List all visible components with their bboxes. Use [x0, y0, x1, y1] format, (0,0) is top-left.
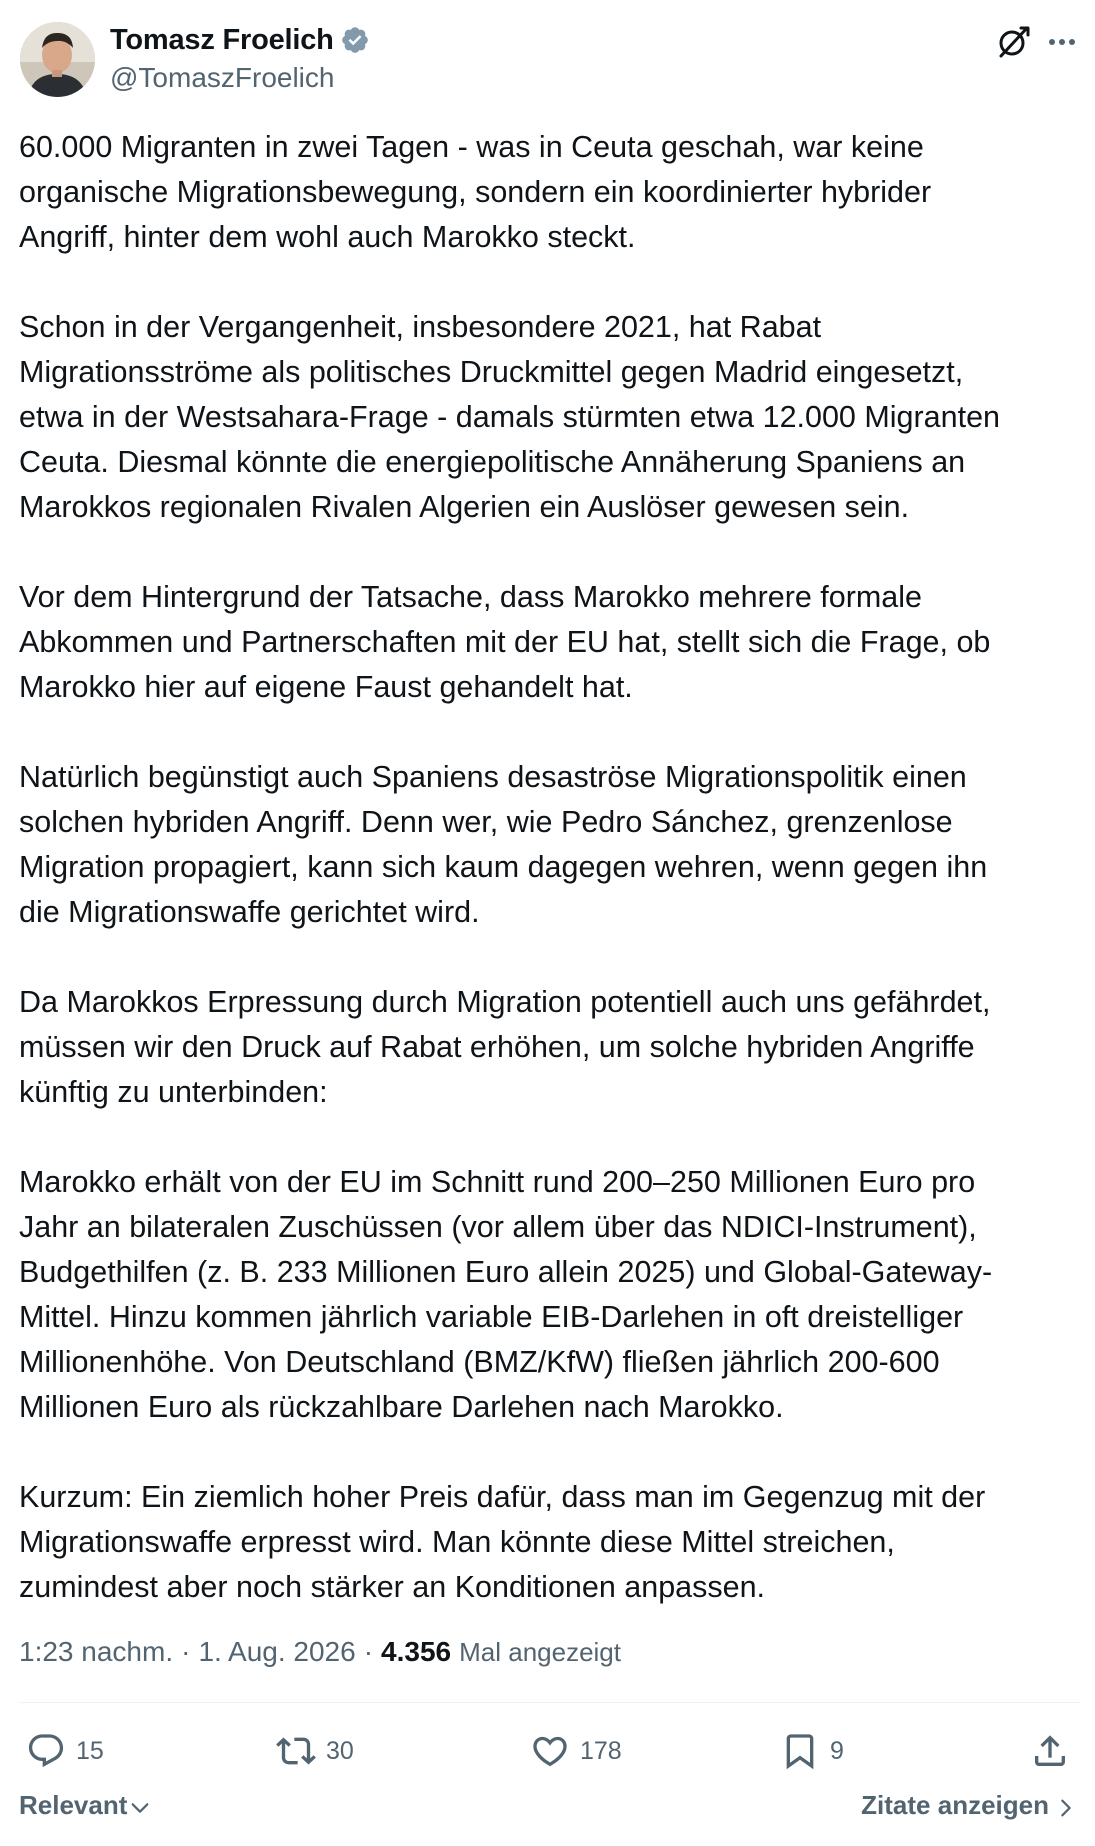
- tweet-date[interactable]: 1. Aug. 2026: [198, 1636, 356, 1667]
- more-icon[interactable]: [1045, 26, 1079, 60]
- tweet-time[interactable]: 1:23 nachm.: [19, 1636, 174, 1667]
- verified-badge-icon: [340, 25, 370, 55]
- tweet-paragraph: 60.000 Migranten in zwei Tagen - was in Ceuta geschah, war keine organische Migrationsbewegung, sondern ein koordinierter hybrider Angriff, hinter dem wohl auch Marokko steckt.: [19, 130, 932, 254]
- display-name-row: [110, 22, 370, 58]
- tweet-paragraph: Marokko erhält von der EU im Schnitt rund 200–250 Millionen Euro pro Jahr an bilateralen Zuschüssen (vor allem über das NDICI-Instrument), Budgethilfen (z. B. 233 Millionen Euro allein 2025) und Global-Gateway- Mittel. Hinzu kommen jährlich variable EIB-Darlehen in oft dreistelliger Millionenhöhe. Von Deutschland (BMZ/KfW) fließen jährlich 200-600 Millionen Euro als rückzahlbare Darlehen nach Marokko.: [19, 1165, 993, 1424]
- heart-icon: [530, 1731, 570, 1771]
- bookmark-icon: [780, 1731, 820, 1771]
- sort-replies-dropdown[interactable]: [19, 1790, 151, 1821]
- author-handle[interactable]: @TomaszFroelich: [110, 62, 335, 93]
- tweet-paragraph: Kurzum: Ein ziemlich hoher Preis dafür, dass man im Gegenzug mit der Migrationswaffe erpresst wird. Man könnte diese Mittel streichen, zumindest aber noch stärker an Konditionen anpassen.: [19, 1480, 986, 1604]
- like-button[interactable]: [530, 1724, 622, 1778]
- tweet-paragraph: Natürlich begünstigt auch Spaniens desaströse Migrationspolitik einen solchen hybriden Angriff. Denn wer, wie Pedro Sánchez, grenzenlose Migration propagiert, kann sich kaum dagegen wehren, wenn gegen ihn die Migrationswaffe gerichtet wird.: [19, 760, 988, 929]
- share-icon: [1030, 1731, 1070, 1771]
- grok-icon[interactable]: [995, 24, 1031, 60]
- tweet-paragraph: Schon in der Vergangenheit, insbesondere 2021, hat Rabat Migrationsströme als politisches Druckmittel gegen Madrid eingesetzt, etwa in der Westsahara-Frage - damals stürmten etwa 12.000 Migranten Ceuta. Diesmal könnte die energiepolitische Annäherung Spaniens an Marokkos regionalen Rivalen Algerien ein Auslöser gewesen sein.: [19, 310, 1000, 524]
- chevron-down-icon: [129, 1797, 151, 1819]
- bookmark-button[interactable]: [780, 1724, 844, 1778]
- tweet-meta: [19, 1636, 621, 1668]
- meta-separator: ·: [363, 1636, 374, 1667]
- bookmark-count: 9: [830, 1736, 844, 1765]
- tweet-paragraph: Vor dem Hintergrund der Tatsache, dass Marokko mehrere formale Abkommen und Partnerschaften mit der EU hat, stellt sich die Frage, ob Marokko hier auf eigene Faust gehandelt hat.: [19, 580, 991, 704]
- sort-label: Relevant: [19, 1790, 128, 1820]
- share-button[interactable]: [1030, 1724, 1070, 1778]
- reply-count: 15: [76, 1736, 104, 1765]
- avatar-photo: [20, 22, 95, 97]
- reply-icon: [26, 1731, 66, 1771]
- views-count: 4.356: [381, 1636, 452, 1667]
- author-block: [110, 22, 370, 94]
- meta-separator: ·: [181, 1636, 191, 1667]
- reply-button[interactable]: [26, 1724, 104, 1778]
- display-name[interactable]: Tomasz Froelich: [110, 23, 334, 56]
- avatar[interactable]: [20, 22, 95, 97]
- like-count: 178: [580, 1736, 622, 1765]
- views-label: Mal angezeigt: [459, 1637, 621, 1667]
- tweet-paragraph: Da Marokkos Erpressung durch Migration potentiell auch uns gefährdet, müssen wir den Druck auf Rabat erhöhen, um solche hybriden Angriffe künftig zu unterbinden:: [19, 985, 991, 1109]
- divider: [19, 1702, 1081, 1703]
- repost-button[interactable]: [276, 1724, 354, 1778]
- chevron-right-icon: [1055, 1797, 1077, 1819]
- repost-count: 30: [326, 1736, 354, 1765]
- repost-icon: [276, 1731, 316, 1771]
- tweet-text: [19, 125, 1081, 1610]
- view-quotes-label: Zitate anzeigen: [861, 1790, 1049, 1820]
- action-bar: [0, 1724, 1095, 1778]
- view-quotes-link[interactable]: [861, 1790, 1077, 1821]
